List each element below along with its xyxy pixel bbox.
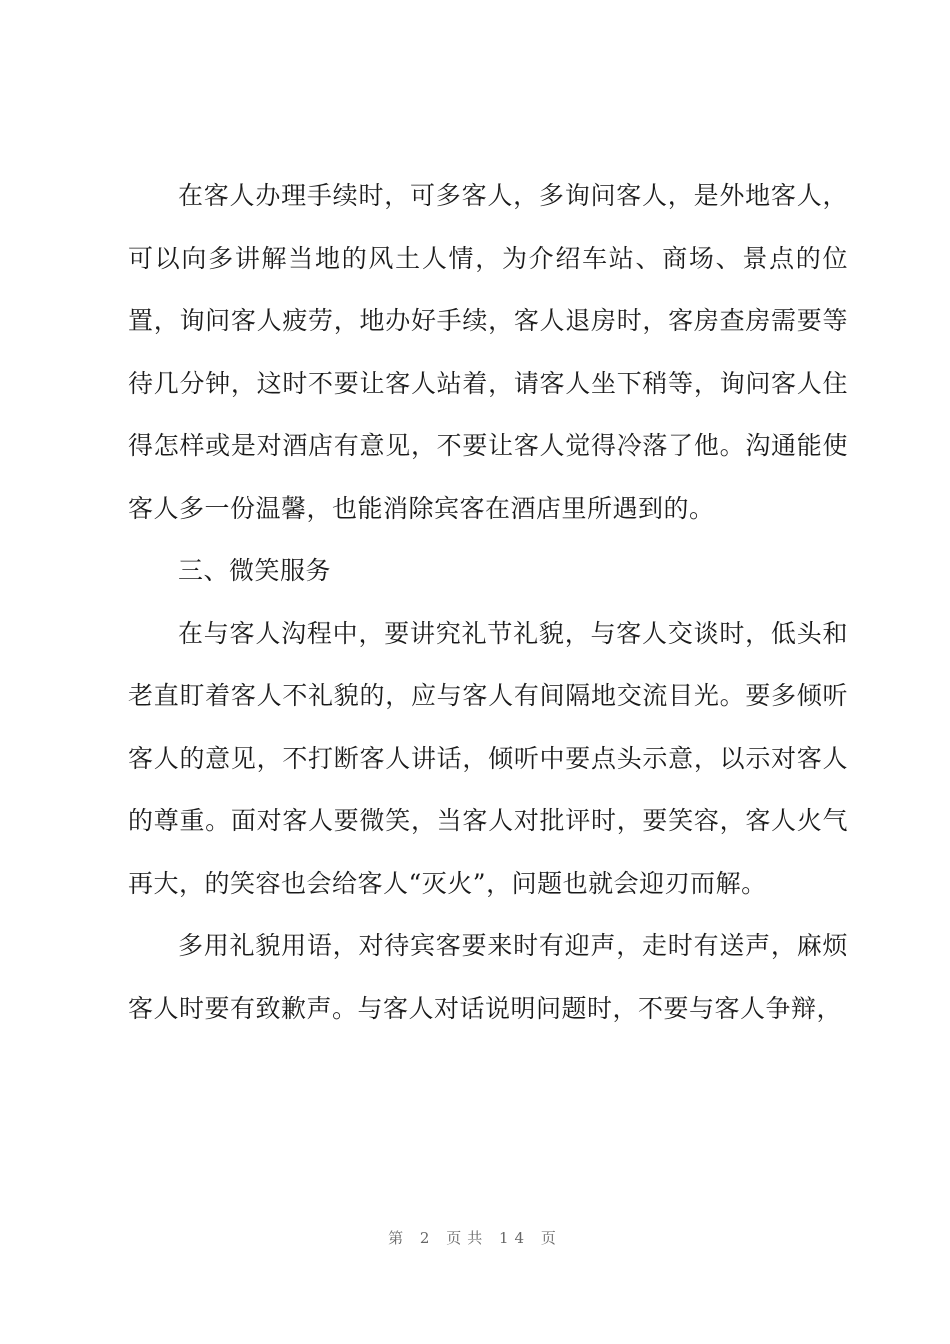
page-number-footer: 第 2 页共 14 页 [388, 1229, 562, 1247]
document-body [128, 165, 848, 1040]
section-heading-smile-service: 三、微笑服务 [178, 556, 332, 585]
paragraph-check-in-communication: 在客人办理手续时，可多客人，多询问客人，是外地客人，可以向多讲解当地的风土人情，为介绍车站、商场、景点的位置，询问客人疲劳，地办好手续，客人退房时，客房查房需要等待几分钟，这时不要让客人站着，请客人坐下稍等，询问客人住得怎样或是对酒店有意见，不要让客人觉得冷落了他。沟通能使客人多一份温馨，也能消除宾客在酒店里所遇到的。 [128, 181, 848, 523]
paragraph-courtesy-eye-contact: 在与客人沟程中，要讲究礼节礼貌，与客人交谈时，低头和老直盯着客人不礼貌的，应与客人有间隔地交流目光。要多倾听客人的意见，不打断客人讲话，倾听中要点头示意，以示对客人的尊重。面对客人要微笑，当客人对批评时，要笑容，客人火气再大，的笑容也会给客人“灭火”，问题也就会迎刃而解。 [128, 618, 848, 898]
paragraph-polite-language: 多用礼貌用语，对待宾客要来时有迎声，走时有送声，麻烦客人时要有致歉声。与客人对话说明问题时，不要与客人争辩， [128, 931, 848, 1023]
